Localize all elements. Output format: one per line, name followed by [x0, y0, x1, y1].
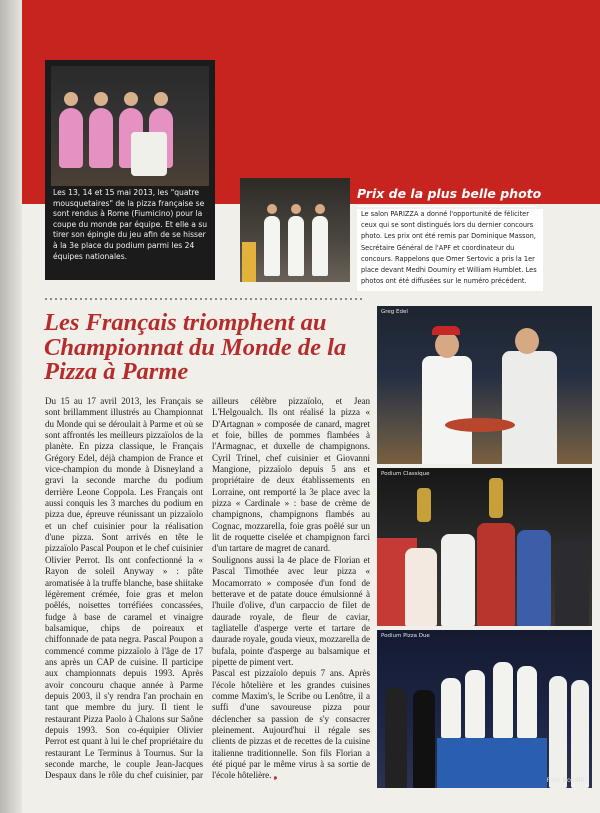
red-cap [432, 326, 460, 335]
photo-label: Podium Classique [381, 471, 430, 477]
dotted-separator [45, 298, 362, 300]
prix-title: Prix de la plus belle photo [357, 186, 542, 201]
article-paragraph-text: Pascal est pizzaïolo depuis 7 ans. Après l'école hôtelière et les grandes cuisines comme Maxim's, le Scribe ou Lenôtre, il a suffi d'une savoureuse pizza pour déclencher sa passion de s'y consacrer pleinement. Aujourd'hui il régale ses clients de pizzas et de recettes de la cuisine italienne traditionnelle. Son fils Florian a été piqué par le même virus à sa sortie de l'école hôtelière. [212, 668, 370, 781]
winner-figure [477, 523, 515, 626]
chef-figure [502, 351, 557, 464]
team-member [89, 108, 113, 168]
article-paragraph: Soulignons aussi la 4e place de Florian et Pascal Timothée avec leur pizza « Mocamorrato » composée d'un fond de betterave et de patate douce émulsionné à l'huile d'olive, d'un carpaccio de filet de daurade royale, de fleur de caviar, tagliatelle d'asperge verte et tartare de daurade royale, gouda vieux, mozzarella de bufala, pointe d'asperge au balsamique et pipette de piment vert. [212, 554, 370, 667]
team-photo-caption: Les 13, 14 et 15 mai 2013, les "quatre mousquetaires" de la pizza française se sont rendus à Rome (Fiumicino) pour la coupe du monde par équipe. Et elle a su tirer son épingle du jeu afin de se hisser à la 3e place du podium parmi les 24 équipes nationales. [53, 188, 208, 261]
photo-credit: Foto Bocelli [546, 776, 584, 784]
man-figure [555, 540, 589, 626]
chef-head [435, 332, 459, 358]
chef-figure [465, 670, 485, 738]
woman-figure [413, 690, 435, 788]
trophy-icon [489, 478, 503, 518]
team-member-head [64, 92, 78, 106]
team-member [59, 108, 83, 168]
chef-figure [549, 676, 567, 788]
chef-figure [264, 216, 280, 276]
end-mark: ❟ [273, 770, 278, 781]
page-binding-edge [0, 0, 22, 813]
chef-figure [312, 216, 328, 276]
photo-podium-classique [377, 468, 592, 626]
prix-divider [357, 206, 537, 207]
chef-head [291, 204, 301, 214]
chef-figure [288, 216, 304, 276]
chef-figure [517, 530, 551, 626]
photo-prize-ceremony [240, 178, 350, 282]
chef-figure [441, 534, 475, 626]
article-headline: Les Français triomphent au Championnat du Monde de la Pizza à Parme [44, 309, 347, 385]
woman-figure [405, 548, 437, 626]
podium [437, 738, 547, 788]
prix-text: Le salon PARIZZA a donné l'opportunité de féliciter ceux qui se sont distingués lors du dernier concours photo. Les prix ont été remis par Dominique Masson, Secrétaire Général de l'APF et coordinateur du concours. Rappelons que Omer Sertovic a pris la 1er place devant Medhi Doumiry et William Humblet. Les photos ont été diffusées sur le numéro précédent. [357, 209, 543, 291]
photo-podium-pizza-due [377, 630, 592, 788]
team-member-head [154, 92, 168, 106]
yellow-trophy [242, 242, 256, 282]
team-member-head [94, 92, 108, 106]
chef-head [315, 204, 325, 214]
trophy-icon [417, 488, 431, 522]
team-member-head [124, 92, 138, 106]
chef-head [267, 204, 277, 214]
world-cup-team-box [45, 60, 215, 280]
chef-head [515, 328, 539, 354]
article-paragraph [212, 668, 370, 781]
man-figure [385, 688, 407, 788]
chef-figure [441, 678, 461, 738]
trophy-windmill [131, 132, 167, 176]
article-paragraph: Du 15 au 17 avril 2013, les Français se sont brillamment illustrés au Championnat du Monde qui se déroulait à Parme et où se sont affrontés les meilleurs pizzaïolos de la planète. En pizza classique, le Français Grégory Edel, déjà champion de France et vice-champion du monde à Disneyland a gravi la seconde marche du podium derrière Leone Coppola. Les Français ont aussi conquis les 3 marches du podium en pizza due, épreuve réunissant un pizzaïolo et un chef cuisinier pour la réalisation d'une pizza. Sont arrivés en tête le pizzaïolo Pascal Poupon et le chef cuisinier Olivier Perrot. Ils ont confectionné la « Rayon de soleil Anyway » : pâte aromatisée à la truffe blanche, base shiitake légèrement crémée, foie gras et melon poêlés, noisettes torréfiées concassées, fudge à base de caramel et vinaigre balsamique, chips de poireaux et chiffonnade de pata negra. Pascal Poupon a commencé comme pizzaïolo à l'âge de 17 ans après un CAP de cuisine. Il participe aux championnats depuis 1993. Après avoir concouru chaque année à Parme depuis 2003, il s'y rendra l'an prochain en tant que membre du jury. Il tient le restaurant Pizza Paolo à Chalons sur Saône depuis 1993. Son co-équipier Olivier Perrot est quant à lui le chef propriétaire du restaurant Le Terminus à Tournus. Sur la seconde marche, le couple Jean-Jacques Despaux dans le rôle du chef cuisinier, par ailleurs célèbre pizzaïolo, et Jean L'Helgoualch. Ils ont réalisé la pizza « D'Artagnan » composée de canard, magret et foie, billes de pommes flambées à l'Armagnac, et duxelle de champignons. Cyril Trinel, chef cuisinier et Giovanni Mangione, pizzaïolo depuis 5 ans et propriétaire de deux établissements en Lorraine, ont remporté la 3e place avec la pizza « Cardinale » : base de crème de champignons, champignons flambés au Cognac, mozzarella, foie gras poêlé sur un lit de roquette ciselée et champignon farci d'un tartare de magret de canard. [45, 396, 370, 781]
photo-label: Greg Edel [381, 309, 408, 315]
photo-label: Podium Pizza Due [381, 633, 430, 639]
chef-figure [571, 680, 589, 788]
pizza-plate [445, 418, 515, 432]
chef-figure [493, 662, 513, 738]
chef-figure [517, 666, 537, 738]
team-photo [51, 66, 209, 186]
article-body [45, 396, 370, 800]
chef-figure [422, 356, 472, 464]
photo-greg-edel [377, 306, 592, 464]
